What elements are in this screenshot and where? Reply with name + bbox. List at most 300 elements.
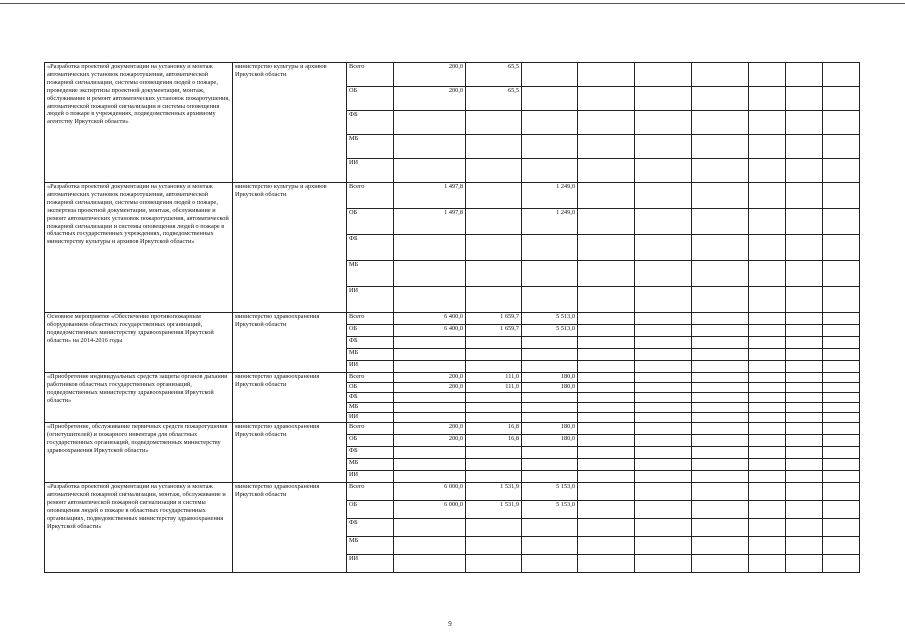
funding-value-cell — [635, 435, 692, 447]
funding-value-cell: 5 153,0 — [522, 501, 578, 519]
funding-value-cell — [635, 87, 692, 111]
funding-source-label: ФБ — [347, 337, 394, 349]
funding-value-cell — [578, 111, 635, 135]
funding-value-cell — [394, 261, 466, 287]
funding-source-label: ФБ — [347, 393, 394, 403]
funding-value-cell: 1 497,8 — [394, 209, 466, 235]
funding-source-label: Всего — [347, 63, 394, 87]
funding-value-cell — [635, 393, 692, 403]
funding-value-cell — [394, 393, 466, 403]
funding-value-cell — [823, 349, 860, 361]
funding-value-cell — [786, 209, 823, 235]
funding-value-cell — [635, 471, 692, 483]
funding-value-cell — [749, 349, 786, 361]
funding-source-label: ОБ — [347, 435, 394, 447]
responsible-agency: министерство здравоохранения Иркутской области — [233, 423, 347, 483]
funding-value-cell — [578, 87, 635, 111]
funding-source-label: Всего — [347, 423, 394, 435]
funding-value-cell — [578, 393, 635, 403]
funding-value-cell — [786, 349, 823, 361]
funding-value-cell — [823, 209, 860, 235]
funding-value-cell — [692, 373, 749, 383]
funding-value-cell — [522, 447, 578, 459]
funding-value-cell — [823, 87, 860, 111]
funding-value-cell — [786, 519, 823, 537]
funding-value-cell — [823, 287, 860, 313]
page-number: 9 — [448, 620, 452, 628]
funding-value-cell: 1 497,8 — [394, 183, 466, 209]
funding-value-cell: 5 153,0 — [522, 483, 578, 501]
funding-value-cell — [522, 403, 578, 413]
funding-value-cell — [749, 287, 786, 313]
funding-value-cell — [749, 209, 786, 235]
responsible-agency: министерство здравоохранения Иркутской области — [233, 373, 347, 423]
funding-value-cell — [786, 373, 823, 383]
funding-value-cell: 200,0 — [394, 435, 466, 447]
funding-value-cell — [786, 235, 823, 261]
funding-value-cell — [786, 383, 823, 393]
funding-value-cell — [786, 325, 823, 337]
funding-value-cell — [749, 403, 786, 413]
funding-value-cell — [749, 447, 786, 459]
program-table — [44, 62, 860, 573]
table-row — [45, 423, 860, 435]
funding-value-cell — [522, 111, 578, 135]
funding-value-cell — [522, 235, 578, 261]
funding-value-cell — [522, 555, 578, 573]
funding-value-cell — [635, 423, 692, 435]
funding-value-cell — [522, 459, 578, 471]
funding-value-cell — [786, 135, 823, 159]
funding-source-label: Всего — [347, 183, 394, 209]
funding-value-cell — [749, 413, 786, 423]
funding-value-cell — [522, 537, 578, 555]
funding-value-cell — [823, 501, 860, 519]
funding-value-cell — [635, 373, 692, 383]
funding-value-cell — [578, 403, 635, 413]
funding-value-cell — [578, 413, 635, 423]
funding-value-cell — [749, 313, 786, 325]
funding-value-cell — [823, 413, 860, 423]
funding-value-cell — [823, 483, 860, 501]
funding-value-cell — [692, 349, 749, 361]
funding-value-cell — [635, 63, 692, 87]
funding-value-cell — [635, 261, 692, 287]
funding-value-cell — [578, 383, 635, 393]
funding-value-cell — [692, 393, 749, 403]
funding-value-cell — [692, 483, 749, 501]
funding-value-cell — [466, 135, 522, 159]
funding-value-cell — [823, 383, 860, 393]
funding-value-cell: 16,8 — [466, 423, 522, 435]
funding-value-cell — [635, 349, 692, 361]
funding-value-cell — [786, 63, 823, 87]
funding-value-cell — [522, 349, 578, 361]
funding-value-cell — [578, 337, 635, 349]
funding-value-cell — [692, 183, 749, 209]
funding-value-cell — [786, 555, 823, 573]
funding-source-label: МБ — [347, 261, 394, 287]
funding-value-cell — [394, 361, 466, 373]
funding-source-label: ОБ — [347, 325, 394, 337]
funding-value-cell — [394, 287, 466, 313]
funding-value-cell: 5 513,0 — [522, 313, 578, 325]
funding-value-cell: 1 249,0 — [522, 183, 578, 209]
funding-value-cell — [786, 403, 823, 413]
funding-value-cell: 1 531,9 — [466, 483, 522, 501]
funding-value-cell — [823, 337, 860, 349]
funding-value-cell — [749, 435, 786, 447]
funding-value-cell — [823, 63, 860, 87]
funding-value-cell — [823, 159, 860, 183]
funding-value-cell — [786, 87, 823, 111]
funding-source-label: Всего — [347, 373, 394, 383]
funding-value-cell: 180,0 — [522, 435, 578, 447]
funding-value-cell — [466, 471, 522, 483]
funding-value-cell — [635, 337, 692, 349]
funding-value-cell — [578, 235, 635, 261]
funding-value-cell — [578, 183, 635, 209]
funding-value-cell — [466, 519, 522, 537]
funding-value-cell — [823, 235, 860, 261]
funding-value-cell — [522, 413, 578, 423]
funding-value-cell — [522, 361, 578, 373]
funding-source-label: МБ — [347, 135, 394, 159]
funding-value-cell — [749, 383, 786, 393]
funding-value-cell — [394, 159, 466, 183]
funding-value-cell — [823, 435, 860, 447]
funding-value-cell — [394, 413, 466, 423]
funding-value-cell: 200,0 — [394, 63, 466, 87]
table-row — [45, 313, 860, 325]
funding-value-cell: 1 531,9 — [466, 501, 522, 519]
funding-value-cell — [394, 555, 466, 573]
funding-value-cell — [578, 209, 635, 235]
funding-value-cell — [522, 337, 578, 349]
table-row — [45, 373, 860, 383]
funding-value-cell — [635, 287, 692, 313]
funding-value-cell — [786, 261, 823, 287]
funding-source-label: Всего — [347, 313, 394, 325]
funding-value-cell — [692, 459, 749, 471]
funding-value-cell: 1 249,0 — [522, 209, 578, 235]
funding-value-cell — [823, 135, 860, 159]
funding-value-cell — [692, 501, 749, 519]
funding-value-cell — [823, 447, 860, 459]
funding-value-cell: 6 000,0 — [394, 483, 466, 501]
funding-source-label: ОБ — [347, 209, 394, 235]
funding-source-label: ОБ — [347, 87, 394, 111]
funding-value-cell — [823, 555, 860, 573]
funding-value-cell — [635, 483, 692, 501]
funding-value-cell — [635, 403, 692, 413]
funding-value-cell — [749, 337, 786, 349]
funding-value-cell — [692, 87, 749, 111]
funding-value-cell — [749, 501, 786, 519]
funding-source-label: МБ — [347, 349, 394, 361]
funding-source-label: ИИ — [347, 159, 394, 183]
funding-value-cell — [466, 183, 522, 209]
funding-value-cell — [692, 209, 749, 235]
table-row — [45, 63, 860, 87]
funding-value-cell — [692, 403, 749, 413]
funding-value-cell — [578, 459, 635, 471]
funding-value-cell — [692, 447, 749, 459]
funding-value-cell — [635, 519, 692, 537]
funding-value-cell — [823, 519, 860, 537]
funding-value-cell — [522, 519, 578, 537]
funding-value-cell — [578, 435, 635, 447]
funding-value-cell: 180,0 — [522, 383, 578, 393]
funding-value-cell — [823, 261, 860, 287]
funding-value-cell — [578, 325, 635, 337]
funding-value-cell — [578, 159, 635, 183]
funding-value-cell — [823, 471, 860, 483]
funding-value-cell — [749, 471, 786, 483]
funding-value-cell — [749, 555, 786, 573]
funding-value-cell: 6 000,0 — [394, 501, 466, 519]
responsible-agency: министерство культуры и архивов Иркутской области — [233, 183, 347, 313]
funding-source-label: ИИ — [347, 361, 394, 373]
funding-value-cell — [786, 447, 823, 459]
funding-value-cell — [692, 555, 749, 573]
funding-value-cell — [635, 555, 692, 573]
funding-value-cell — [749, 423, 786, 435]
funding-source-label: Всего — [347, 483, 394, 501]
funding-value-cell — [749, 325, 786, 337]
funding-value-cell — [635, 325, 692, 337]
funding-value-cell — [578, 555, 635, 573]
funding-value-cell — [522, 261, 578, 287]
funding-source-label: ОБ — [347, 501, 394, 519]
measure-description: «Приобретение индивидуальных средств защиты органов дыхания работников областных государственных организаций, подведомственных министерству здравоохранения Иркутской области» — [45, 373, 233, 423]
funding-value-cell: 6 400,0 — [394, 325, 466, 337]
funding-value-cell — [749, 63, 786, 87]
table-row — [45, 183, 860, 209]
funding-value-cell — [823, 423, 860, 435]
funding-value-cell — [786, 159, 823, 183]
funding-value-cell — [749, 261, 786, 287]
funding-value-cell — [578, 447, 635, 459]
funding-value-cell — [823, 393, 860, 403]
funding-source-label: ОБ — [347, 383, 394, 393]
funding-value-cell: 111,0 — [466, 373, 522, 383]
funding-value-cell — [749, 519, 786, 537]
funding-value-cell: 111,0 — [466, 383, 522, 393]
table-row — [45, 483, 860, 501]
funding-value-cell — [394, 459, 466, 471]
funding-value-cell — [635, 361, 692, 373]
funding-value-cell — [394, 135, 466, 159]
funding-source-label: ИИ — [347, 555, 394, 573]
funding-value-cell — [692, 235, 749, 261]
funding-value-cell — [635, 413, 692, 423]
funding-value-cell — [578, 313, 635, 325]
funding-source-label: МБ — [347, 537, 394, 555]
funding-value-cell — [823, 459, 860, 471]
funding-source-label: ФБ — [347, 111, 394, 135]
funding-value-cell — [692, 361, 749, 373]
funding-value-cell — [692, 111, 749, 135]
funding-value-cell — [394, 537, 466, 555]
funding-value-cell — [749, 87, 786, 111]
funding-value-cell — [692, 471, 749, 483]
funding-value-cell — [786, 459, 823, 471]
funding-value-cell — [749, 537, 786, 555]
funding-source-label: ИИ — [347, 287, 394, 313]
funding-value-cell — [635, 235, 692, 261]
funding-value-cell — [466, 555, 522, 573]
funding-source-label: ФБ — [347, 235, 394, 261]
measure-description: «Разработка проектной документации на установку и монтаж автоматической пожарной сигнализации, монтаж, обслуживание и ремонт автоматической пожарной сигнализации и системы оповещения людей о пожаре в областных государственных организациях, подведомственных министерству здравоохранения Иркутской области» — [45, 483, 233, 573]
measure-description: «Разработка проектной документации на установку и монтаж автоматических установок пожаротушения, автоматической пожарной сигнализации, системы оповещения людей о пожаре, экспертиза проектной документации, монтаж, обслуживание и ремонт автоматических установок пожаротушения, автоматической пожарной сигнализации и системы оповещения людей о пожаре в областных государственных учреждениях, подведомственных министерству культуры и архивов Иркутской области» — [45, 183, 233, 313]
funding-value-cell — [635, 447, 692, 459]
funding-value-cell — [749, 235, 786, 261]
funding-value-cell: 200,0 — [394, 423, 466, 435]
funding-value-cell — [466, 337, 522, 349]
funding-value-cell: 1 659,7 — [466, 313, 522, 325]
funding-value-cell — [635, 501, 692, 519]
funding-value-cell — [466, 537, 522, 555]
responsible-agency: министерство здравоохранения Иркутской области — [233, 483, 347, 573]
funding-value-cell — [692, 313, 749, 325]
funding-value-cell — [786, 183, 823, 209]
funding-value-cell — [635, 537, 692, 555]
funding-value-cell — [394, 349, 466, 361]
funding-value-cell — [749, 393, 786, 403]
funding-value-cell — [749, 373, 786, 383]
funding-value-cell — [823, 537, 860, 555]
funding-value-cell — [786, 471, 823, 483]
funding-value-cell — [394, 403, 466, 413]
funding-value-cell — [692, 135, 749, 159]
funding-value-cell — [823, 313, 860, 325]
funding-value-cell — [749, 183, 786, 209]
funding-value-cell: 200,0 — [394, 87, 466, 111]
funding-value-cell — [466, 349, 522, 361]
funding-value-cell — [823, 403, 860, 413]
funding-value-cell — [786, 337, 823, 349]
funding-value-cell — [823, 361, 860, 373]
funding-value-cell — [578, 135, 635, 159]
funding-value-cell — [635, 459, 692, 471]
funding-value-cell — [394, 111, 466, 135]
funding-value-cell: 200,0 — [394, 383, 466, 393]
funding-value-cell — [786, 393, 823, 403]
funding-source-label: ИИ — [347, 471, 394, 483]
funding-value-cell — [692, 413, 749, 423]
funding-value-cell — [466, 287, 522, 313]
funding-value-cell: 65,5 — [466, 63, 522, 87]
funding-value-cell — [394, 447, 466, 459]
funding-value-cell — [394, 471, 466, 483]
funding-value-cell — [466, 413, 522, 423]
funding-value-cell — [466, 111, 522, 135]
funding-value-cell — [692, 159, 749, 183]
funding-value-cell: 180,0 — [522, 373, 578, 383]
funding-value-cell — [578, 537, 635, 555]
funding-value-cell — [786, 435, 823, 447]
funding-value-cell — [522, 393, 578, 403]
funding-value-cell — [466, 235, 522, 261]
funding-value-cell — [692, 63, 749, 87]
funding-value-cell — [466, 159, 522, 183]
funding-value-cell — [522, 135, 578, 159]
funding-source-label: ФБ — [347, 519, 394, 537]
funding-value-cell — [749, 459, 786, 471]
funding-value-cell — [786, 501, 823, 519]
funding-value-cell: 6 400,0 — [394, 313, 466, 325]
program-table-body — [45, 63, 860, 573]
funding-value-cell — [786, 537, 823, 555]
responsible-agency: министерство здравоохранения Иркутской области — [233, 313, 347, 373]
funding-value-cell — [749, 135, 786, 159]
funding-source-label: ФБ — [347, 447, 394, 459]
funding-value-cell — [522, 63, 578, 87]
funding-value-cell — [578, 287, 635, 313]
funding-value-cell — [786, 287, 823, 313]
funding-value-cell — [578, 63, 635, 87]
funding-value-cell: 65,5 — [466, 87, 522, 111]
funding-value-cell — [466, 393, 522, 403]
funding-value-cell — [522, 471, 578, 483]
funding-value-cell — [749, 361, 786, 373]
funding-value-cell — [635, 159, 692, 183]
funding-value-cell — [786, 423, 823, 435]
funding-value-cell — [466, 403, 522, 413]
funding-value-cell: 200,0 — [394, 373, 466, 383]
funding-source-label: МБ — [347, 403, 394, 413]
funding-value-cell — [522, 287, 578, 313]
funding-value-cell — [466, 447, 522, 459]
funding-value-cell — [692, 537, 749, 555]
funding-value-cell — [394, 519, 466, 537]
funding-value-cell — [466, 361, 522, 373]
funding-value-cell — [692, 325, 749, 337]
funding-value-cell — [749, 111, 786, 135]
funding-value-cell — [823, 325, 860, 337]
funding-value-cell — [823, 373, 860, 383]
responsible-agency: министерство культуры и архивов Иркутской области — [233, 63, 347, 183]
top-rule — [0, 3, 905, 4]
funding-value-cell — [635, 183, 692, 209]
funding-value-cell — [635, 383, 692, 393]
funding-value-cell — [823, 183, 860, 209]
funding-value-cell — [692, 383, 749, 393]
measure-description: Основное мероприятие «Обеспечение противопожарным оборудованием областных государственных организаций, подведомственных министерству здравоохранения Иркутской области» на 2014-2016 годы — [45, 313, 233, 373]
funding-value-cell — [786, 413, 823, 423]
funding-value-cell — [394, 235, 466, 261]
measure-description: «Приобретение, обслуживание первичных средств пожаротушения (огнетушителей) и пожарного инвентаря для областных государственных организаций, подведомственных министерству здравоохранения Иркутской области» — [45, 423, 233, 483]
funding-value-cell — [578, 423, 635, 435]
funding-value-cell — [786, 111, 823, 135]
funding-value-cell — [394, 337, 466, 349]
funding-value-cell — [522, 87, 578, 111]
funding-value-cell — [578, 349, 635, 361]
funding-value-cell — [635, 135, 692, 159]
funding-value-cell — [692, 435, 749, 447]
funding-value-cell — [749, 159, 786, 183]
funding-value-cell — [578, 373, 635, 383]
funding-value-cell: 180,0 — [522, 423, 578, 435]
measure-description: «Разработка проектной документации на установку и монтаж автоматических установок пожаротушения, автоматической пожарной сигнализации, системы оповещения людей о пожаре, проведение экспертизы проектной документации, монтаж, обслуживание и ремонт автоматических установок пожаротушения, автоматической пожарной сигнализации и системы оповещения людей о пожаре в учреждениях, подведомственных архивному агентству Иркутской области» — [45, 63, 233, 183]
funding-value-cell — [692, 423, 749, 435]
funding-source-label: ИИ — [347, 413, 394, 423]
funding-value-cell — [823, 111, 860, 135]
funding-value-cell — [786, 361, 823, 373]
funding-value-cell — [692, 287, 749, 313]
funding-value-cell — [692, 519, 749, 537]
